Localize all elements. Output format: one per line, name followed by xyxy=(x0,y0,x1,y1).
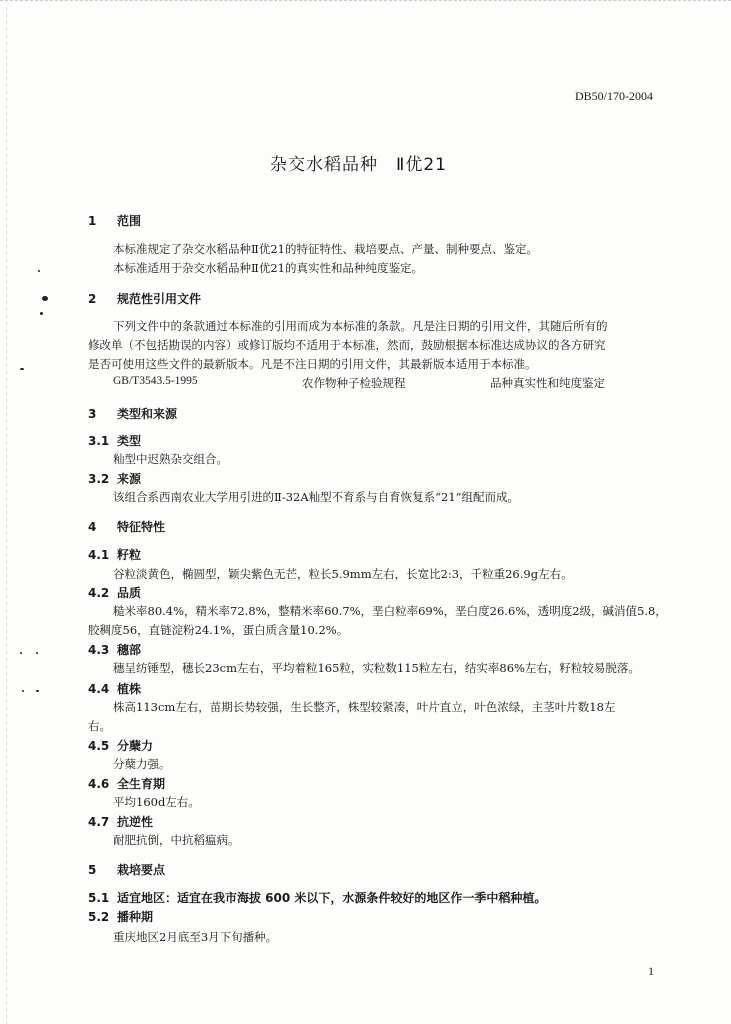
section-3-2-text: 该组合系西南农业大学用引进的Ⅱ-32A籼型不育系与自育恢复系“21”组配而成。 xyxy=(113,490,520,504)
scan-speck xyxy=(42,296,48,301)
scan-edge-top xyxy=(0,0,731,4)
document-code: DB50/170-2004 xyxy=(575,89,653,103)
section-2-heading: 2 规范性引用文件 xyxy=(88,292,202,306)
section-4-4-line-1: 株高113cm左右，苗期长势较强，生长整齐，株型较紧凑，叶片直立，叶色浓绿，主茎叶片数18左 xyxy=(113,700,616,714)
section-4-1-heading: 4.1 籽粒 xyxy=(88,548,142,562)
section-3-1-heading: 3.1 类型 xyxy=(88,434,142,448)
section-4-2-line-1: 糙米率80.4%，精米率72.8%，整精米率60.7%，垩白粒率69%，垩白度26.6%，透明度2级，碱消值5.8， xyxy=(113,604,667,618)
section-3-1-text: 籼型中迟熟杂交组合。 xyxy=(113,452,228,466)
scan-speck xyxy=(20,652,22,654)
section-4-3-text: 穗呈纺锤型，穗长23cm左右，平均着粒165粒，实粒数115粒左右，结实率86%左右，籽粒较易脱落。 xyxy=(113,661,640,675)
page-number: 1 xyxy=(648,964,654,978)
section-4-heading: 4 特征特性 xyxy=(88,520,166,534)
section-1-paragraph-2: 本标准适用于杂交水稻品种Ⅱ优21的真实性和品种纯度鉴定。 xyxy=(113,261,423,275)
scan-speck xyxy=(20,368,24,370)
section-5-heading: 5 栽培要点 xyxy=(88,863,166,877)
scan-speck xyxy=(40,312,43,315)
section-4-5-heading: 4.5 分蘖力 xyxy=(88,739,154,753)
section-2-line-2: 修改单（不包括勘误的内容）或修订版均不适用于本标准，然而，鼓励根据本标准达成协议的各方研究 xyxy=(88,338,606,352)
section-4-6-text: 平均160d左右。 xyxy=(113,795,200,809)
document-title: 杂交水稻品种 Ⅱ优21 xyxy=(270,155,447,175)
section-4-2-heading: 4.2 品质 xyxy=(88,586,142,600)
section-4-4-heading: 4.4 植株 xyxy=(88,682,142,696)
section-4-7-text: 耐肥抗倒，中抗稻瘟病。 xyxy=(113,833,240,847)
scan-speck xyxy=(38,270,40,272)
section-4-2-line-2: 胶稠度56，直链淀粉24.1%，蛋白质含量10.2%。 xyxy=(88,623,349,637)
section-4-5-text: 分蘖力强。 xyxy=(113,757,171,771)
scan-speck xyxy=(22,690,24,692)
reference-subtitle: 品种真实性和纯度鉴定 xyxy=(490,376,605,390)
scan-edge-left xyxy=(6,0,7,1024)
section-4-1-text: 谷粒淡黄色，椭圆型，颖尖紫色无芒，粒长5.9mm左右，长宽比2:3，千粒重26.9g左右。 xyxy=(113,567,573,581)
section-1-paragraph-1: 本标准规定了杂交水稻品种Ⅱ优21的特征特性、栽培要点、产量、制种要点、鉴定。 xyxy=(113,242,538,256)
section-4-4-line-2: 右。 xyxy=(88,719,111,733)
section-4-6-heading: 4.6 全生育期 xyxy=(88,777,166,791)
section-2-line-3: 是否可使用这些文件的最新版本。凡是不注日期的引用文件，其最新版本适用于本标准。 xyxy=(88,357,537,371)
section-5-1-heading: 5.1 适宜地区：适宜在我市海拔 600 米以下，水源条件较好的地区作一季中稻种植。 xyxy=(88,891,547,905)
section-3-heading: 3 类型和来源 xyxy=(88,407,178,421)
section-1-heading: 1 范围 xyxy=(88,214,142,228)
section-5-2-heading: 5.2 播种期 xyxy=(88,910,154,924)
section-4-3-heading: 4.3 穗部 xyxy=(88,643,142,657)
section-5-2-text: 重庆地区2月底至3月下旬播种。 xyxy=(113,930,278,944)
reference-code: GB/T3543.5-1995 xyxy=(113,375,198,387)
section-3-2-heading: 3.2 来源 xyxy=(88,472,142,486)
reference-title: 农作物种子检验规程 xyxy=(302,376,406,390)
section-4-7-heading: 4.7 抗逆性 xyxy=(88,815,154,829)
scan-speck xyxy=(36,652,38,654)
section-2-line-1: 下列文件中的条款通过本标准的引用而成为本标准的条款。凡是注日期的引用文件，其随后所有的 xyxy=(113,319,608,333)
scan-speck xyxy=(36,690,39,692)
